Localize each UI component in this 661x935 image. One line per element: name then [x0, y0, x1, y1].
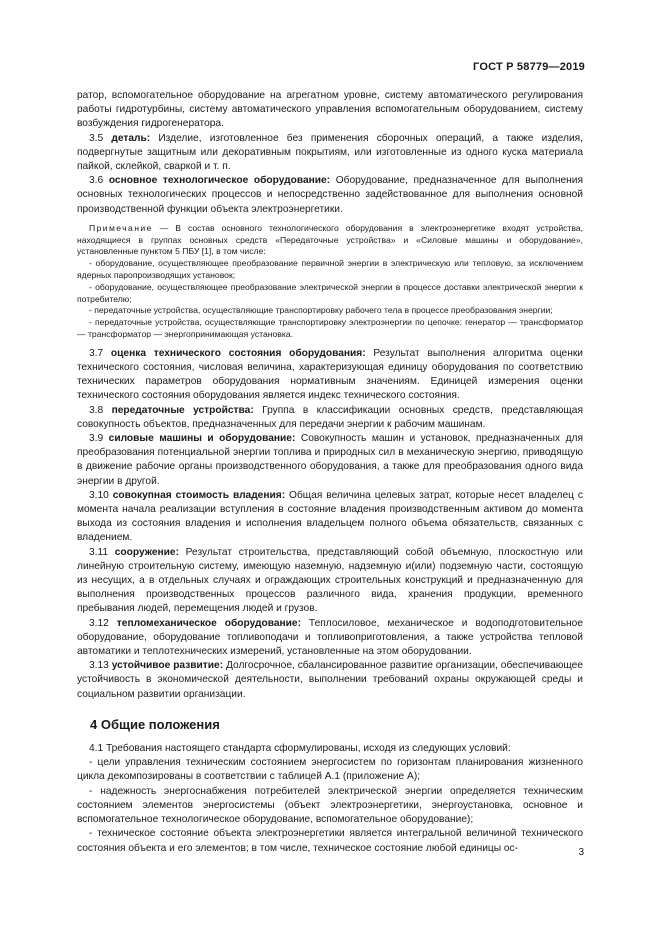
- definition-text: Совокупность машин и установок, предназначенных для преобразования потенциальной энергии топлива и природных сил в механическую энергию, приводящую в движение рабочие органы производственного оборудования, а также для преобразования одного вида энергии в другой.: [77, 433, 583, 487]
- note-item: - оборудование, осуществляющее преобразование первичной энергии в электрическую или тепловую, за исключением ядерных паропроизводящих установок;: [77, 258, 583, 281]
- note-item: - передаточные устройства, осуществляющие транспортировку рабочего тела в процессе преобразования энергии;: [89, 305, 553, 316]
- definition-3-9: [77, 432, 583, 489]
- section-heading: 4 Общие положения: [90, 716, 220, 732]
- page-number: 3: [578, 847, 584, 858]
- definition-text: Долгосрочное, сбалансированное развитие организации, обеспечивающее устойчивость в экономической деятельности, выполнении требований охраны окружающей среды и социальном развитии организации.: [77, 660, 583, 700]
- definition-text: Общая величина целевых затрат, которые несет владелец с момента начала реализации вступления в состояние владения производственным активом до момента выхода из состояния владения и исполнения владельцем полного объема обязательств, связанных с владением.: [77, 489, 583, 544]
- clause-number: 3.5: [89, 132, 104, 144]
- term: силовые машины и оборудование:: [108, 433, 296, 445]
- clause-number: 3.11: [89, 546, 109, 558]
- document-body: [77, 89, 583, 856]
- term: основное технологическое оборудование:: [108, 175, 331, 187]
- definition-3-5: [77, 132, 583, 175]
- definition-3-13: [77, 659, 583, 702]
- clause-number: 3.7: [89, 347, 104, 359]
- definition-3-12: [77, 617, 583, 660]
- definition-text: Оборудование, предназначенное для выполнения основных технологических процессов и непосредственно задействованное для выполнения основной производственной функции объекта электроэнергетики.: [77, 175, 583, 215]
- list-item: - цели управления техническим состоянием энергосистем по горизонтам планирования жизненного цикла декомпозированы в соответствии с таблицей А.1 (приложение А);: [77, 757, 583, 783]
- list-item: - надежность энергоснабжения потребителей электрической энергии определяется техническим состоянием элементов энергосистемы (объект электроэнергетики, энергоустановка, основное и вспомогательное технологическое оборудование, вспомогательное оборудование);: [77, 785, 583, 826]
- note-text: — В состав основного технологического оборудования в электроэнергетике входят устройства, находящиеся в группах основных средств «Передаточные устройства» и «Силовые машины и оборудование», установленные пунктом 5 ПБУ [1], в том числе:: [77, 222, 583, 257]
- list-item: - техническое состояние объекта электроэнергетики является интегральной величиной технического состояния объекта и его элементов; в том числе, техническое состояние любой единицы ос-: [77, 828, 583, 854]
- term: тепломеханическое оборудование:: [116, 617, 301, 629]
- definition-3-10: [77, 489, 583, 546]
- definition-text: Изделие, изготовленное без применения сборочных операций, а также изделия, подвергнутые защитным или декоративным покрытиям, или изготовленные из одного куска материала пайкой, склейкой, сваркой и т. п.: [77, 132, 583, 173]
- term: передаточные устройства:: [111, 404, 254, 416]
- note-item: - передаточные устройства, осуществляющие транспортировку электроэнергии по цепочке: генератор — трансформатор — трансформатор — энергопринимающая установка.: [77, 317, 583, 339]
- clause-4-1: 4.1 Требования настоящего стандарта сформулированы, исходя из следующих условий:: [89, 743, 511, 755]
- term: сооружение:: [114, 546, 179, 558]
- clause-number: 3.12: [89, 617, 109, 629]
- note-intro: [77, 223, 583, 258]
- term: деталь:: [111, 132, 151, 144]
- definition-3-6: [77, 174, 583, 217]
- paragraph-continuation: ратор, вспомогательное оборудование на агрегатном уровне, систему автоматического регулирования работы гидротурбины, систему автоматического управления вспомогательным оборудованием, систему возбуждения гидрогенератора.: [77, 90, 583, 130]
- clause-number: 3.10: [89, 489, 109, 501]
- definition-text: Теплосиловое, механическое и водоподготовительное оборудование, оборудование топливоподачи и топливоприготовления, а также устройства тепловой автоматики и теплотехнических измерений, установленные на этом оборудовании.: [77, 617, 583, 658]
- note-label: Примечание: [89, 222, 153, 233]
- clause-number: 3.8: [89, 404, 104, 416]
- definition-3-7: [77, 347, 583, 404]
- term: совокупная стоимость владения:: [112, 489, 286, 501]
- definition-3-11: [77, 546, 583, 617]
- term: оценка технического состояния оборудования:: [110, 347, 366, 359]
- term: устойчивое развитие:: [111, 660, 224, 672]
- clause-number: 3.9: [89, 433, 104, 445]
- definition-3-8: [77, 404, 583, 432]
- definition-text: Результат строительства, представляющий собой объемную, плоскостную или линейную строительную систему, имеющую наземную, надземную и(или) подземную части, состоящую из несущих, а в отдельных случаях и ограждающих строительных конструкций и предназначенную для выполнения производственных процессов различного вида, хранения продукции, временного пребывания людей, перемещения людей и грузов.: [77, 546, 583, 615]
- definition-text: Результат выполнения алгоритма оценки технического состояния, числовая величина, характеризующая единицу оборудования по соответствию технических параметров оборудования нормативным значениям. Единицей измерения оценки технического состояния оборудования является индекс технического состояния.: [77, 347, 583, 402]
- note-block: [77, 223, 583, 341]
- note-item: - оборудование, осуществляющее преобразование электрической энергии в процессе доставки электрической энергии к потребителю;: [77, 281, 583, 304]
- clause-number: 3.6: [89, 175, 104, 187]
- definition-text: Группа в классификации основных средств, представляющая совокупность объектов, предназначенных для передачи энергии к рабочим машинам.: [77, 404, 583, 430]
- document-code: ГОСТ Р 58779—2019: [473, 61, 585, 73]
- clause-number: 3.13: [89, 660, 109, 672]
